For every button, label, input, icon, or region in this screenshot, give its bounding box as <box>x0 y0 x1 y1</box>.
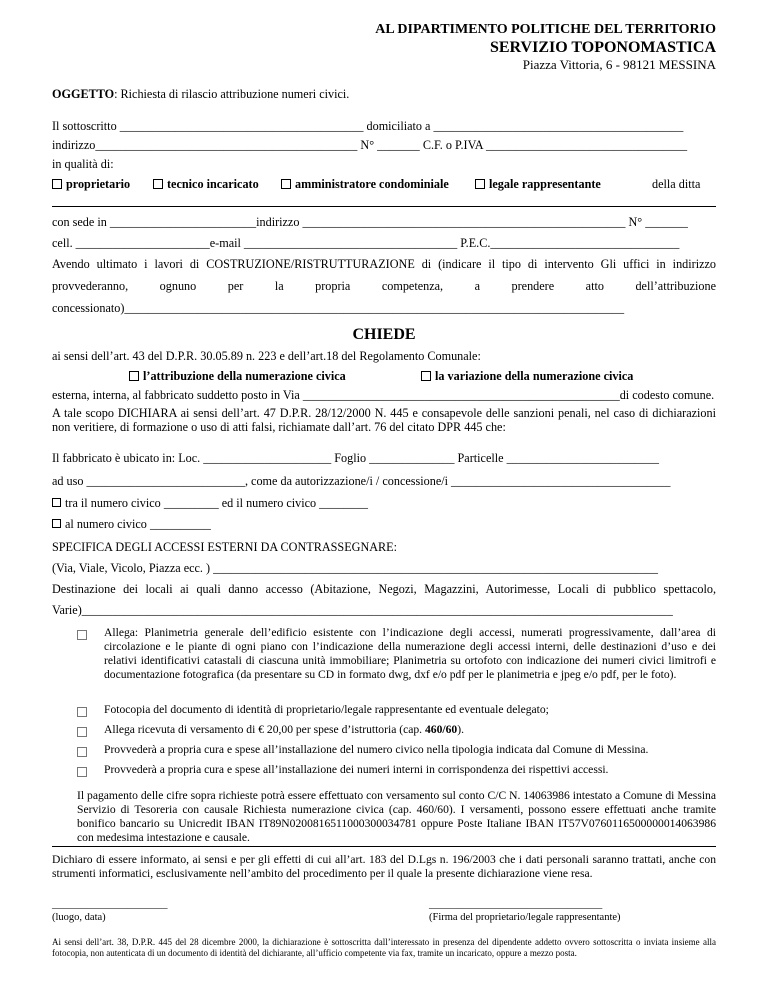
allegato-ricevuta-cap: 460/60 <box>424 723 458 736</box>
bullet-icon <box>77 767 87 777</box>
oggetto-text: : Richiesta di rilascio attribuzione numeri civici. <box>114 87 350 101</box>
avendo-line3[interactable]: concessionato)__________________________________________________________________________________ <box>52 301 625 315</box>
option-variazione-label: la variazione della numerazione civica <box>435 369 634 383</box>
sottoscritto-field[interactable]: Il sottoscritto ________________________________________ domiciliato a _________________________________________ <box>52 119 684 133</box>
chiede-intro: ai sensi dell’art. 43 del D.P.R. 30.05.89 n. 223 e dell’art.18 del Regolamento Comunale: <box>52 349 481 363</box>
specifica-via-field[interactable]: (Via, Viale, Vicolo, Piazza ecc. ) _________________________________________________________________________ <box>52 561 658 575</box>
role-tecnico[interactable] <box>153 177 259 192</box>
role-ditta: della ditta <box>652 177 701 191</box>
destinazione-line1: Destinazione dei locali ai quali danno accesso (Abitazione, Negozi, Magazzini, Autorimesse, Locali di pubblico spettacolo, <box>52 582 716 596</box>
chiede-title: CHIEDE <box>352 326 416 343</box>
firma-label: (Firma del proprietario/legale rappresentante) <box>429 912 621 923</box>
avendo-line1: Avendo ultimato i lavori di COSTRUZIONE/RISTRUTTURAZIONE di (indicare il tipo di intervento Gli uffici in indirizzo <box>52 257 716 271</box>
al-numero-field[interactable] <box>52 517 211 532</box>
role-amministratore[interactable] <box>281 177 449 192</box>
role-amministratore-label: amministratore condominiale <box>295 177 449 191</box>
allegato-installazione-interni: Provvederà a propria cura e spese all’installazione dei numeri interni in corrispondenza dei rispettivi accessi. <box>104 763 609 776</box>
via-field[interactable]: esterna, interna, al fabbricato suddetto posto in Via ____________________________________________________di codesto comune. <box>52 388 715 402</box>
role-legale[interactable] <box>475 177 601 192</box>
option-variazione[interactable] <box>421 369 633 384</box>
al-numero-label: al numero civico __________ <box>65 517 211 531</box>
checkbox-icon[interactable] <box>153 179 163 189</box>
bullet-icon <box>77 727 87 737</box>
sede-field[interactable]: con sede in ________________________indirizzo _____________________________________________________ N° _______ <box>52 215 688 229</box>
oggetto-label: OGGETTO <box>52 87 115 101</box>
bullet-icon <box>77 630 87 640</box>
fabbricato-field[interactable]: Il fabbricato è ubicato in: Loc. _____________________ Foglio ______________ Particelle _________________________ <box>52 451 659 465</box>
bullet-icon <box>77 747 87 757</box>
firma-input[interactable]: _________________________________ <box>429 899 603 910</box>
option-attribuzione[interactable] <box>129 369 346 384</box>
ditta-input-line[interactable] <box>52 206 716 207</box>
checkbox-icon[interactable] <box>52 519 61 528</box>
role-proprietario[interactable] <box>52 177 130 192</box>
dichiara-text: A tale scopo DICHIARA ai sensi dell’art. 47 D.P.R. 28/12/2000 N. 445 e consapevole delle sanzioni penali, nel caso di dichiarazioni non veritiere, di formazione o uso di atti falsi, richiamate dall’art. 76 del citato DPR 445 che: <box>52 406 716 434</box>
checkbox-icon[interactable] <box>52 179 62 189</box>
checkbox-icon[interactable] <box>52 498 61 507</box>
tra-numero-label: tra il numero civico _________ ed il numero civico ________ <box>65 496 368 510</box>
bullet-icon <box>77 707 87 717</box>
qualita-label: in qualità di: <box>52 157 114 171</box>
role-legale-label: legale rappresentante <box>489 177 601 191</box>
allegato-installazione-civico: Provvederà a propria cura e spese all’installazione del numero civico nella tipologia indicata dal Comune di Messina. <box>104 743 649 756</box>
role-proprietario-label: proprietario <box>66 177 131 191</box>
checkbox-icon[interactable] <box>129 371 139 381</box>
option-attribuzione-label: l’attribuzione della numerazione civica <box>143 369 346 383</box>
role-tecnico-label: tecnico incaricato <box>167 177 259 191</box>
header-line2: SERVIZIO TOPONOMASTICA <box>489 39 716 56</box>
checkbox-icon[interactable] <box>421 371 431 381</box>
header-address: Piazza Vittoria, 6 - 98121 MESSINA <box>522 57 716 72</box>
oggetto-line <box>52 87 349 102</box>
allegato-ricevuta-text: Allega ricevuta di versamento di € 20,00 per spese d’istruttoria (cap. <box>104 723 425 736</box>
destinazione-line2[interactable]: Varie)_________________________________________________________________________________________________ <box>52 603 673 617</box>
cell-field[interactable]: cell. ______________________e-mail ___________________________________ P.E.C._______________________________ <box>52 236 680 250</box>
indirizzo-field[interactable]: indirizzo___________________________________________ N° _______ C.F. o P.IVA _________________________________ <box>52 138 688 152</box>
allegato-documento: Fotocopia del documento di identità di proprietario/legale rappresentante ed eventuale delegato; <box>104 703 549 716</box>
luogo-data-label: (luogo, data) <box>52 912 106 923</box>
footer-note: Ai sensi dell’art. 38, D.P.R. 445 del 28 dicembre 2000, la dichiarazione è sottoscritta dall’interessato in presenza del dipendente addetto ovvero sottoscritta o inviata insieme alla fotocopia, non autenticata di un documento di identità del dichiarante, all’ufficio competente via fax, tramite un incaricato, oppure a mezzo posta. <box>52 937 716 958</box>
luogo-data-input[interactable]: ______________________ <box>52 899 168 910</box>
allegato-ricevuta-end: ). <box>457 723 464 736</box>
pagamento-text: Il pagamento delle cifre sopra richieste potrà essere effettuato con versamento sul conto C/C N. 14063986 intestato a Comune di Messina Servizio di Tesoreria con causale Richiesta numerazione civica (cap. 460/60). I versamenti, possono essere effettuati anche tramite bonifico bancario su Unicredit IBAN IT89N0200816511000300034781 oppure Poste Italiane IBAN IT57V0760116500000014063986 con medesima intestazione e causale. <box>77 789 716 844</box>
uso-field[interactable]: ad uso __________________________, come da autorizzazione/i / concessione/i ____________________________________ <box>52 474 671 488</box>
specifica-title: SPECIFICA DEGLI ACCESSI ESTERNI DA CONTRASSEGNARE: <box>52 540 398 554</box>
header-line1: AL DIPARTIMENTO POLITICHE DEL TERRITORIO <box>375 22 716 37</box>
divider <box>52 846 716 847</box>
allegato-planimetria: Allega: Planimetria generale dell’edificio esistente con l’indicazione degli accessi, numerati progressivamente, dall’area di circolazione e le piante di ogni piano con l’indicazione della numerazione degli accessi interni, delle destinazioni d’uso e dei relativi identificativi catastali di ciascuna unità immobiliare; Planimetria su ortofoto con indicazione dei numeri civici limitrofi e documentazione fotografica (da presentare su CD in formato dwg, dxf e/o pdf per le planimetria e jpeg e/o pdf, per le foto). <box>104 626 716 681</box>
checkbox-icon[interactable] <box>281 179 291 189</box>
avendo-line2: provvederanno, ognuno per la propria competenza, a prendere atto dell’attribuzione <box>52 279 716 293</box>
privacy-text: Dichiaro di essere informato, ai sensi e per gli effetti di cui all’art. 183 del D.Lgs n. 196/2003 che i dati personali saranno trattati, anche con strumenti informatici, esclusivamente nell’ambito del procedimento per il quale la presente dichiarazione viene resa. <box>52 853 716 880</box>
tra-numero-field[interactable] <box>52 496 368 511</box>
allegato-ricevuta <box>104 723 464 736</box>
checkbox-icon[interactable] <box>475 179 485 189</box>
